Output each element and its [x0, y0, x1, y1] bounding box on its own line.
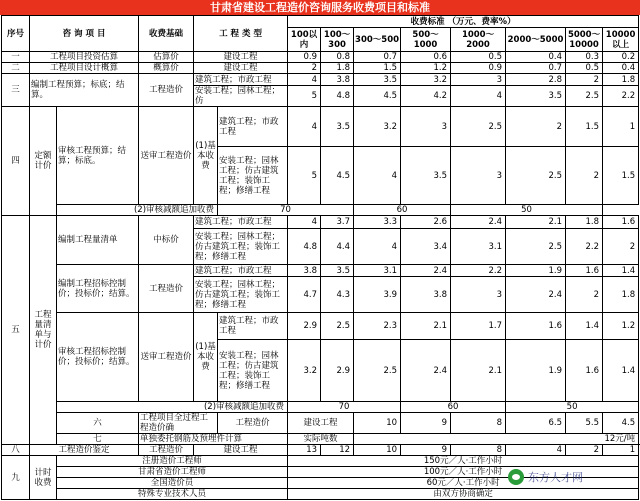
fee-value: 3 [451, 74, 506, 86]
row-group: 工程量清单与计价 [30, 216, 57, 445]
fee-value: 2 [603, 229, 639, 265]
fee-value: 1 [603, 107, 639, 147]
fee-value: 0.3 [566, 52, 603, 63]
fee-value: 1.6 [603, 216, 639, 229]
fee-value: 3.5 [321, 107, 354, 147]
fee-value: 2.4 [451, 216, 506, 229]
fee-value: 2.3 [354, 313, 401, 340]
fee-value: 2.4 [401, 265, 451, 277]
fee-value: 0.8 [321, 52, 354, 63]
row-item: 审核工程招标控制价；投标价；结算。 [57, 313, 139, 402]
fee-value: 4 [506, 445, 566, 456]
table-row [2, 265, 639, 277]
fee-value: 3.2 [401, 74, 451, 86]
fee-value: 1.9 [506, 340, 566, 402]
fee-value: 0.7 [354, 52, 401, 63]
fee-value: 1.2 [401, 63, 451, 74]
add-fee-value: 70 [218, 205, 354, 216]
row-type: 建设工程 [194, 63, 288, 74]
fee-value: 2 [566, 445, 603, 456]
row-type: 建筑工程；市政工程 [194, 265, 288, 277]
row-base: 工程造价 [218, 413, 288, 434]
fee-value: 3 [451, 147, 506, 205]
row-basic-label: (1)基本收费 [194, 107, 218, 205]
hourly-role: 全国造价员 [57, 478, 288, 489]
fee-value: 4 [288, 216, 321, 229]
fee-value: 4.3 [321, 277, 354, 313]
fee-value: 10 [354, 413, 401, 434]
row-type: 安装工程；园林工程；仿 [194, 86, 288, 107]
row-item: 编制工程量清单 [57, 216, 139, 265]
fee-value: 2.5 [321, 313, 354, 340]
fee-value: 1.8 [603, 74, 639, 86]
fee-value: 1.9 [506, 265, 566, 277]
hourly-role: 注册造价工程师 [57, 456, 288, 467]
header-seq: 序号 [2, 16, 30, 52]
fee-value: 4.8 [321, 86, 354, 107]
row-item: 编制工程预算；标底；结算。 [30, 74, 139, 107]
fee-value: 0.4 [506, 52, 566, 63]
fee-value: 4.5 [321, 147, 354, 205]
row-type: 安装工程；园林工程；仿古建筑工程；装饰工程；修缮工程 [218, 147, 288, 205]
header-standard: 收费标准 （万元、费率%） [288, 16, 639, 28]
fee-value: 3.1 [451, 229, 506, 265]
fee-value: 1.5 [354, 63, 401, 74]
fee-value: 2.5 [566, 86, 603, 107]
hourly-role: 特殊专业技术人员 [57, 489, 288, 500]
header-base: 收费基础 [139, 16, 194, 52]
tier-header: 500～1000 [401, 28, 451, 52]
tier-header: 2000～5000 [506, 28, 566, 52]
fee-value: 2.1 [506, 216, 566, 229]
fee-value: 4.4 [321, 229, 354, 265]
fee-value: 2 [566, 147, 603, 205]
fee-table [1, 15, 639, 500]
row-group: 定额计价 [30, 107, 57, 216]
fee-value: 1.8 [321, 63, 354, 74]
fee-value: 3.8 [401, 277, 451, 313]
row-basic-label: (1)基本收费 [194, 313, 218, 402]
fee-value: 3.2 [354, 107, 401, 147]
table-row [2, 445, 639, 456]
row-item: 工程造价鉴定 [30, 445, 139, 456]
row-base: 概算价 [139, 63, 194, 74]
fee-value: 2.5 [506, 229, 566, 265]
fee-value: 0.5 [451, 52, 506, 63]
row-base: 送审工程造价 [139, 313, 194, 402]
fee-value: 2.9 [288, 313, 321, 340]
fee-table-wrapper [1, 15, 639, 500]
fee-value: 3.1 [354, 265, 401, 277]
fee-value: 4 [451, 86, 506, 107]
table-row [2, 402, 639, 413]
fee-value: 1.4 [603, 265, 639, 277]
fee-value: 3.5 [506, 86, 566, 107]
hourly-price: 60元／人·工作小时 [288, 478, 639, 489]
row-seq: 二 [2, 63, 30, 74]
fee-value: 3.7 [321, 216, 354, 229]
header-row-1 [2, 16, 639, 28]
row-base: 估算价 [139, 52, 194, 63]
fee-value: 12 [321, 445, 354, 456]
fee-value: 4 [288, 107, 321, 147]
fee-value: 0.2 [603, 52, 639, 63]
row-type: 建筑工程；市政工程 [194, 216, 288, 229]
table-row [2, 413, 639, 434]
row-seq: 八 [2, 445, 30, 456]
row-seq: 七 [57, 434, 139, 445]
fee-value: 1.6 [506, 313, 566, 340]
fee-value: 2.5 [354, 340, 401, 402]
fee-value: 2.2 [603, 86, 639, 107]
row-item: 工程项目投资估算 [30, 52, 139, 63]
tier-header: 100～300 [321, 28, 354, 52]
fee-value: 10 [354, 445, 401, 456]
fee-value: 2.6 [401, 216, 451, 229]
fee-value: 0.9 [288, 52, 321, 63]
row-base: 工程造价 [139, 265, 194, 313]
table-row [2, 313, 639, 340]
fee-value: 3.8 [288, 265, 321, 277]
fee-value: 13 [288, 445, 321, 456]
row-base: 中标价 [139, 216, 194, 265]
fee-value: 2.1 [401, 313, 451, 340]
fee-value: 2.5 [506, 147, 566, 205]
fee-value: 4 [354, 147, 401, 205]
fee-value: 4 [354, 229, 401, 265]
row-item: 工程项目全过程工程造价确 [139, 413, 218, 434]
row-item: 单独委托钢筋及预埋件计算 [139, 434, 288, 445]
table-row [2, 63, 639, 74]
fee-value: 2.1 [451, 340, 506, 402]
table-row [2, 456, 639, 467]
fee-value: 3.4 [401, 229, 451, 265]
row-type: 建设工程 [194, 445, 288, 456]
table-row [2, 489, 639, 500]
fee-value: 4.5 [354, 86, 401, 107]
table-row [2, 434, 639, 445]
table-row [2, 107, 639, 147]
add-fee-value: 60 [401, 402, 506, 413]
fee-value: 0.5 [566, 63, 603, 74]
hourly-price: 150元／人·工作小时 [288, 456, 639, 467]
fee-value: 8 [451, 445, 506, 456]
row-type: 安装工程；园林工程；仿古建筑工程；装饰工程；修缮工程 [194, 229, 288, 265]
fee-value: 0.7 [506, 63, 566, 74]
fee-value: 4 [288, 74, 321, 86]
row-price: 12元/吨 [354, 434, 639, 445]
fee-value: 0.6 [401, 52, 451, 63]
add-fee-value: 50 [451, 205, 603, 216]
fee-value: 2 [506, 107, 566, 147]
fee-value: 4.2 [401, 86, 451, 107]
tier-header: 300～500 [354, 28, 401, 52]
table-row [2, 216, 639, 229]
watermark-text: 东方人才网 [528, 471, 583, 484]
fee-value: 8 [451, 413, 506, 434]
fee-value: 6.5 [506, 413, 566, 434]
tier-header: 5000～10000 [566, 28, 603, 52]
row-type: 建设工程 [194, 52, 288, 63]
row-seq: 一 [2, 52, 30, 63]
row-base: 送审工程造价 [139, 107, 194, 205]
header-item: 咨 询 项 目 [30, 16, 139, 52]
hourly-price: 由双方协商确定 [288, 489, 639, 500]
add-fee-label: (2)审核减额追加收费 [57, 205, 218, 216]
table-row [2, 52, 639, 63]
add-fee-label: (2)审核减额追加收费 [57, 402, 288, 413]
fee-value: 4.7 [288, 277, 321, 313]
fee-value: 3.3 [354, 216, 401, 229]
fee-value: 1.5 [603, 147, 639, 205]
fee-value: 1.8 [603, 277, 639, 313]
fee-value: 4.8 [288, 229, 321, 265]
row-type: 建筑工程；市政工程 [194, 74, 288, 86]
row-type: 建筑工程；市政工程 [218, 313, 288, 340]
fee-value: 2.2 [451, 265, 506, 277]
fee-value: 4.5 [603, 413, 639, 434]
row-seq: 四 [2, 107, 30, 216]
fee-value: 2.4 [401, 340, 451, 402]
fee-value: 9 [401, 445, 451, 456]
page-title: 甘肃省建设工程造价咨询服务收费项目和标准 [0, 0, 640, 15]
fee-value: 1.4 [566, 313, 603, 340]
fee-value: 1.7 [451, 313, 506, 340]
fee-value: 1.6 [566, 265, 603, 277]
row-item: 审核工程预算；结算；标底。 [57, 107, 139, 205]
row-group: 计时收费 [30, 456, 57, 500]
fee-value: 1.2 [603, 313, 639, 340]
fee-value: 3 [451, 277, 506, 313]
row-seq: 九 [2, 456, 30, 500]
fee-value: 3 [401, 107, 451, 147]
fee-value: 2.9 [321, 340, 354, 402]
fee-value: 5 [288, 86, 321, 107]
fee-value: 3.5 [354, 74, 401, 86]
fee-value: 1.4 [603, 340, 639, 402]
fee-value: 3.5 [401, 147, 451, 205]
watermark [508, 466, 626, 488]
fee-value: 2.2 [566, 229, 603, 265]
table-row [2, 205, 639, 216]
watermark-logo-icon [508, 469, 524, 485]
table-row [2, 74, 639, 86]
fee-value: 2.4 [506, 277, 566, 313]
fee-value: 2.8 [506, 74, 566, 86]
fee-value: 1.6 [566, 340, 603, 402]
fee-value: 3.2 [288, 340, 321, 402]
tier-header: 1000～2000 [451, 28, 506, 52]
add-fee-value: 70 [288, 402, 401, 413]
hourly-price: 100元／人·工作小时 [288, 467, 639, 478]
fee-value: 5.5 [566, 413, 603, 434]
fee-value: 0.4 [603, 63, 639, 74]
row-type: 建筑工程；市政工程 [218, 107, 288, 147]
row-base: 工程造价 [139, 74, 194, 107]
row-item: 编制工程招标控制价；投标价；结算。 [57, 265, 139, 313]
header-type: 工 程 类 型 [194, 16, 288, 52]
fee-value: 1.5 [566, 107, 603, 147]
fee-value: 3.8 [321, 74, 354, 86]
fee-value: 2 [288, 63, 321, 74]
tier-header: 10000以上 [603, 28, 639, 52]
tier-header: 100以内 [288, 28, 321, 52]
fee-value: 1.8 [566, 216, 603, 229]
row-base: 工程造价 [139, 445, 194, 456]
fee-value: 2 [566, 277, 603, 313]
row-seq: 六 [57, 413, 139, 434]
hourly-role: 甘肃省造价工程师 [57, 467, 288, 478]
fee-value: 1 [603, 445, 639, 456]
row-item: 工程项目设计概算 [30, 63, 139, 74]
add-fee-value: 50 [506, 402, 639, 413]
fee-value: 0.9 [451, 63, 506, 74]
fee-value: 5 [288, 147, 321, 205]
row-seq: 五 [2, 216, 30, 445]
row-type: 安装工程；园林工程；仿古建筑工程；装饰工程；修缮工程 [194, 277, 288, 313]
row-seq: 三 [2, 74, 30, 107]
row-type: 安装工程；园林工程；仿古建筑工程；装饰工程；修缮工程 [218, 340, 288, 402]
fee-value: 9 [401, 413, 451, 434]
fee-value: 2.5 [451, 107, 506, 147]
fee-value: 2 [566, 74, 603, 86]
row-type: 建设工程 [288, 413, 354, 434]
fee-value: 3.5 [321, 265, 354, 277]
add-fee-value: 60 [354, 205, 451, 216]
row-type: 实际吨数 [288, 434, 354, 445]
fee-value: 3.9 [354, 277, 401, 313]
